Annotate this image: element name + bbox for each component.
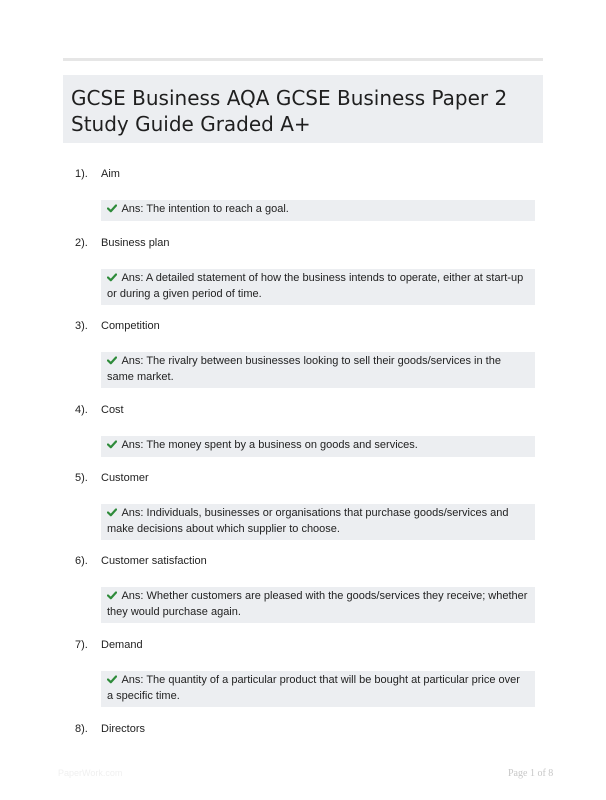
answer-text: The money spent by a business on goods and services.: [146, 439, 418, 451]
question-number: 7).: [75, 639, 88, 651]
question-item: [63, 723, 543, 741]
question-number: 8).: [75, 723, 88, 735]
question-item: [63, 639, 543, 707]
answer-text: A detailed statement of how the business intends to operate, either at start-up or during a given period of time.: [107, 272, 524, 300]
checkmark-icon: [107, 673, 119, 689]
answer-box: [101, 587, 535, 623]
checkmark-icon: [107, 589, 119, 605]
checkmark-icon: [107, 506, 119, 522]
page-number: Page 1 of 8: [508, 768, 554, 779]
question-term: Competition: [101, 320, 160, 332]
question-item: [63, 472, 543, 540]
answer-prefix: Ans:: [121, 272, 144, 284]
question-term: Customer: [101, 472, 149, 484]
question-item: [63, 555, 543, 623]
answer-prefix: Ans:: [121, 674, 144, 686]
question-term: Demand: [101, 639, 143, 651]
question-item: [63, 168, 543, 221]
answer-box: [101, 671, 535, 707]
question-term: Business plan: [101, 237, 170, 249]
question-term: Cost: [101, 404, 124, 416]
question-number: 6).: [75, 555, 88, 567]
question-term: Customer satisfaction: [101, 555, 207, 567]
question-item: [63, 404, 543, 457]
question-item: [63, 320, 543, 388]
checkmark-icon: [107, 438, 119, 454]
question-number: 3).: [75, 320, 88, 332]
answer-text: The rivalry between businesses looking to sell their goods/services in the same market.: [107, 355, 501, 383]
checkmark-icon: [107, 354, 119, 370]
footer-watermark: PaperWork.com: [58, 768, 123, 778]
answer-text: Individuals, businesses or organisations that purchase goods/services and make decisions about which supplier to choose.: [107, 507, 509, 535]
question-number: 5).: [75, 472, 88, 484]
answer-box: [101, 504, 535, 540]
answer-prefix: Ans:: [121, 507, 144, 519]
answer-box: [101, 352, 535, 388]
question-number: 1).: [75, 168, 88, 180]
question-item: [63, 237, 543, 305]
answer-box: [101, 436, 535, 457]
answer-box: [101, 269, 535, 305]
answer-box: [101, 200, 535, 221]
answer-text: The intention to reach a goal.: [146, 203, 289, 215]
question-number: 2).: [75, 237, 88, 249]
answer-text: Whether customers are pleased with the goods/services they receive; whether they would purchase again.: [107, 590, 528, 618]
question-term: Aim: [101, 168, 120, 180]
question-number: 4).: [75, 404, 88, 416]
title-box: [63, 75, 543, 143]
answer-prefix: Ans:: [121, 590, 144, 602]
answer-prefix: Ans:: [121, 355, 144, 367]
checkmark-icon: [107, 271, 119, 287]
answer-prefix: Ans:: [121, 203, 144, 215]
answer-prefix: Ans:: [121, 439, 144, 451]
top-divider: [63, 58, 543, 61]
question-term: Directors: [101, 723, 146, 735]
answer-text: The quantity of a particular product that will be bought at particular price over a specific time.: [107, 674, 520, 702]
checkmark-icon: [107, 202, 119, 218]
page-title: GCSE Business AQA GCSE Business Paper 2 Study Guide Graded A+: [71, 86, 508, 136]
